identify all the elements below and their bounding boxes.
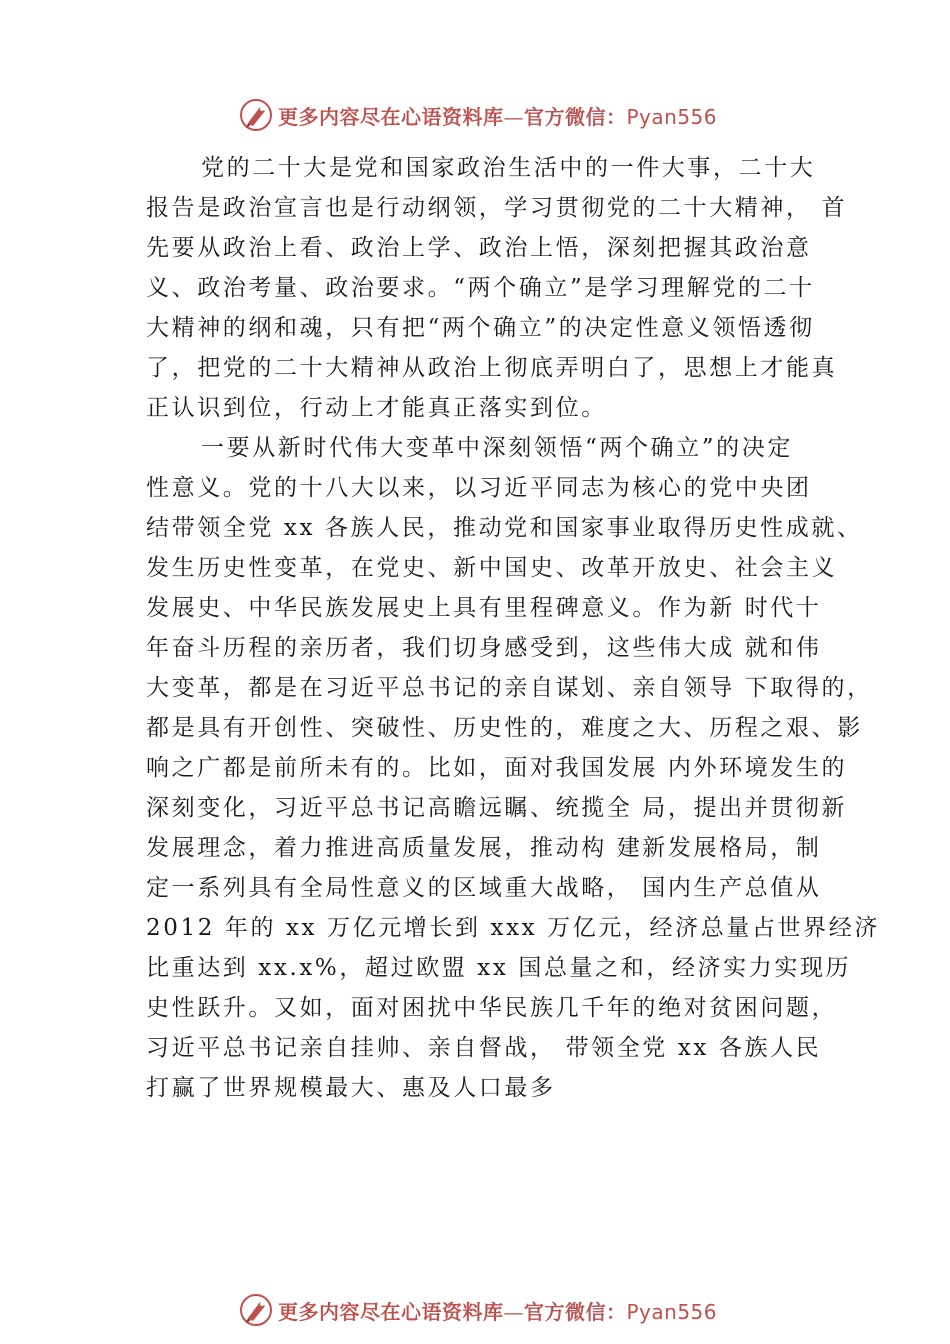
text-line: 正认识到位，行动上才能真正落实到位。 [146,395,607,421]
text-line: 发生历史性变革，在党史、新中国史、改革开放史、社会主义 [146,555,838,581]
text-line: 一要从新时代伟大变革中深刻领悟“两个确立”的决定 [201,435,793,461]
text-line: 先要从政治上看、政治上学、政治上悟，深刻把握其政治意 [146,235,812,261]
text-line: 都是具有开创性、突破性、历史性的，难度之大、历程之艰、影 [146,715,863,741]
text-line: 深刻变化，习近平总书记高瞻远瞩、统揽全 局，提出并贯彻新 [146,795,848,821]
text-line: 史性跃升。又如，面对困扰中华民族几千年的绝对贫困问题， [146,995,838,1021]
document-body [146,148,880,1108]
text-line: 发展理念，着力推进高质量发展，推动构 建新发展格局，制 [146,835,822,861]
text-line: 报告是政治宣言也是行动纲领，学习贯彻党的二十大精神， 首 [146,195,848,221]
text-line: 义、政治考量、政治要求。“两个确立”是学习理解党的二十 [146,275,815,301]
footer-wechat-id: Pyan556 [626,1299,718,1324]
footer-banner-text [278,1296,717,1325]
text-line: 发展史、中华民族发展史上具有里程碑意义。作为新 时代十 [146,595,822,621]
text-line: 大变革，都是在习近平总书记的亲自谋划、亲自领导 下取得的， [146,675,873,701]
text-line: 年奋斗历程的亲历者，我们切身感受到，这些伟大成 就和伟 [146,635,822,661]
text-line: 性意义。党的十八大以来，以习近平同志为核心的党中央团 [146,475,812,501]
text-line: 比重达到 xx.x%，超过欧盟 xx 国总量之和，经济实力实现历 [146,955,852,981]
footer-dash: — [503,1299,524,1324]
text-line: 结带领全党 xx 各族人民，推动党和国家事业取得历史性成就、 [146,515,863,541]
header-banner [238,95,758,135]
text-line: 定一系列具有全局性意义的区域重大战略， 国内生产总值从 [146,875,822,901]
text-line: 2012 年的 xx 万亿元增长到 xxx 万亿元，经济总量占世界经济 [146,915,880,941]
header-dash: — [503,104,524,129]
pen-nib-logo-icon [238,97,274,133]
paragraph-2 [146,428,880,1108]
header-wechat-label: 官方微信： [524,104,627,129]
text-line: 打赢了世界规模最大、惠及人口最多 [146,1075,556,1101]
header-site-name: 更多内容尽在心语资料库 [278,104,504,129]
footer-banner [238,1290,758,1330]
text-line: 了，把党的二十大精神从政治上彻底弄明白了，思想上才能真 [146,355,838,381]
text-line: 大精神的纲和魂，只有把“两个确立”的决定性意义领悟透彻 [146,315,815,341]
paragraph-1 [146,148,846,428]
text-line: 响之广都是前所未有的。比如，面对我国发展 内外环境发生的 [146,755,848,781]
text-line: 习近平总书记亲自挂帅、亲自督战， 带领全党 xx 各族人民 [146,1035,822,1061]
header-banner-text [278,101,717,130]
footer-wechat-label: 官方微信： [524,1299,627,1324]
pen-nib-logo-icon [238,1292,274,1328]
text-line: 党的二十大是党和国家政治生活中的一件大事，二十大 [201,155,816,181]
footer-site-name: 更多内容尽在心语资料库 [278,1299,504,1324]
header-wechat-id: Pyan556 [626,104,718,129]
